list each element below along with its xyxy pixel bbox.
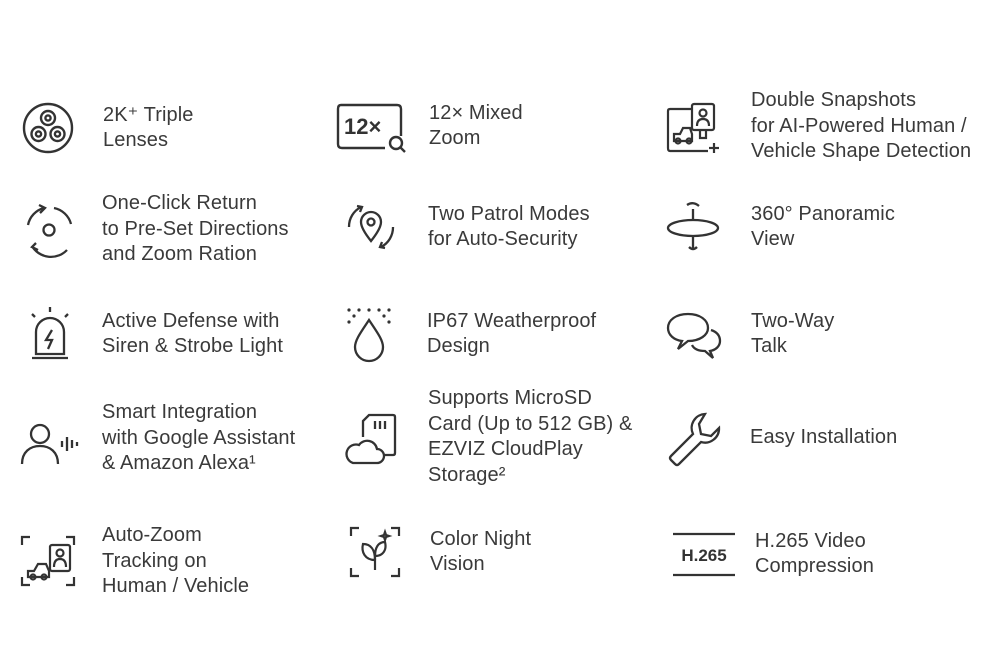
feature-one-click-return bbox=[18, 191, 289, 268]
feature-panoramic bbox=[663, 197, 895, 257]
feature-label: Active Defense with Siren & Strobe Light bbox=[102, 309, 283, 357]
return-preset-icon bbox=[18, 199, 78, 259]
triple-lens-icon bbox=[18, 98, 78, 158]
feature-label: Two-Way Talk bbox=[751, 309, 835, 357]
zoom-12x-icon bbox=[335, 96, 407, 156]
feature-label: One-Click Return to Pre-Set Directions and Zoom Ration bbox=[102, 192, 289, 265]
feature-label: 2K⁺ Triple Lenses bbox=[103, 103, 194, 151]
sd-card-cloud-icon bbox=[341, 407, 401, 467]
feature-label: Double Snapshots for AI-Powered Human / Vehicle Shape Detection bbox=[751, 89, 972, 162]
feature-two-way-talk bbox=[664, 304, 834, 364]
feature-h265 bbox=[673, 524, 874, 584]
feature-auto-zoom-tracking bbox=[18, 523, 249, 600]
feature-easy-installation bbox=[663, 408, 897, 468]
feature-label: Supports MicroSD Card (Up to 512 GB) & EZVIZ CloudPlay Storage² bbox=[428, 387, 633, 486]
feature-label: H.265 Video Compression bbox=[755, 529, 874, 577]
feature-patrol-modes bbox=[341, 197, 590, 257]
voice-assistant-icon bbox=[18, 408, 82, 468]
feature-label: Two Patrol Modes for Auto-Security bbox=[428, 202, 590, 250]
svg-text:H.265: H.265 bbox=[681, 546, 727, 565]
feature-label: 12× Mixed Zoom bbox=[429, 101, 523, 149]
feature-smart-integration bbox=[18, 400, 295, 477]
feature-label: Easy Installation bbox=[750, 426, 898, 449]
feature-triple-lenses bbox=[18, 98, 193, 158]
feature-mixed-zoom bbox=[335, 96, 523, 156]
siren-light-icon bbox=[20, 304, 80, 364]
night-vision-leaf-icon bbox=[345, 522, 405, 582]
svg-text:12×: 12× bbox=[344, 114, 382, 139]
panoramic-360-icon bbox=[663, 197, 723, 257]
feature-label: 360° Panoramic View bbox=[751, 202, 895, 250]
feature-microsd-cloud bbox=[341, 386, 632, 488]
feature-label: IP67 Weatherproof Design bbox=[427, 309, 597, 357]
feature-label: Smart Integration with Google Assistant & Amazon Alexa¹ bbox=[102, 401, 296, 474]
feature-label: Color Night Vision bbox=[430, 527, 532, 575]
feature-double-snapshots bbox=[664, 88, 971, 165]
snapshot-detection-icon bbox=[664, 96, 724, 156]
auto-zoom-tracking-icon bbox=[18, 531, 78, 591]
feature-label: Auto-Zoom Tracking on Human / Vehicle bbox=[102, 524, 250, 597]
wrench-icon bbox=[663, 408, 723, 468]
chat-bubbles-icon bbox=[664, 304, 724, 364]
feature-weatherproof bbox=[339, 304, 596, 364]
patrol-location-icon bbox=[341, 197, 401, 257]
water-drop-icon bbox=[339, 304, 399, 364]
h265-badge-icon bbox=[673, 524, 735, 584]
feature-active-defense bbox=[20, 304, 283, 364]
feature-color-night-vision bbox=[345, 522, 531, 582]
